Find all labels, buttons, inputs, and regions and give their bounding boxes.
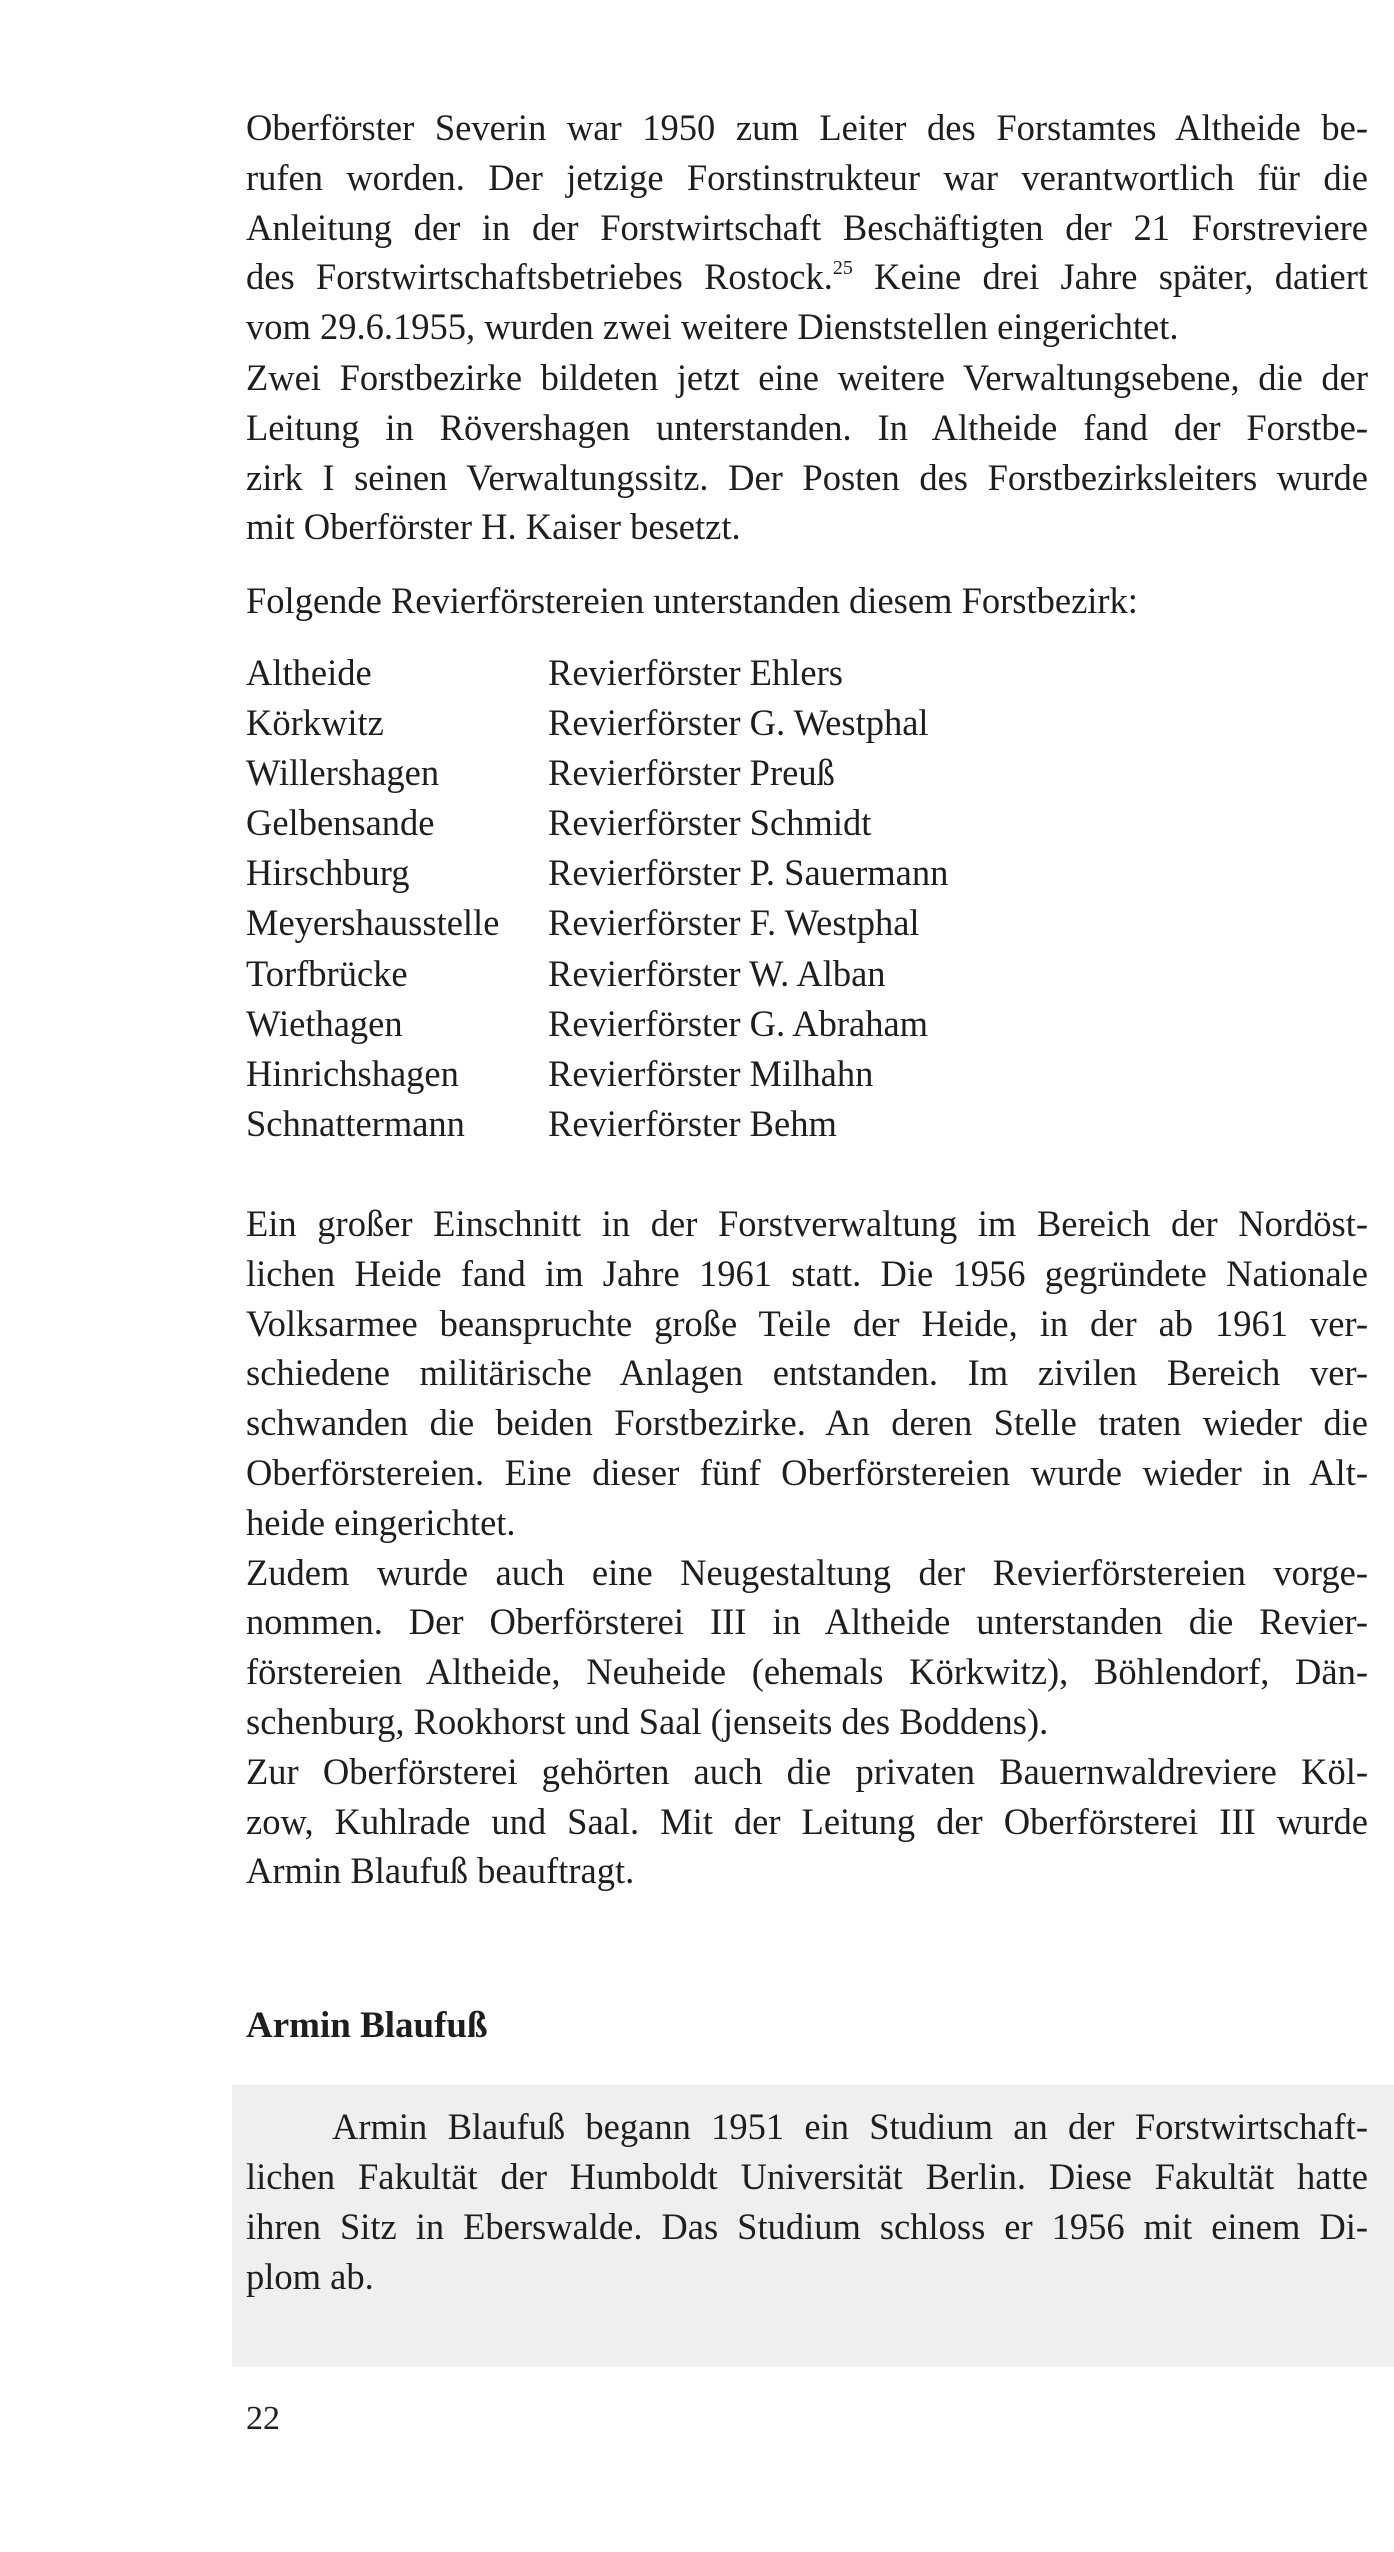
table-row xyxy=(246,648,948,698)
text-line: Anleitung der in der Forstwirtschaft Beschäftigten der 21 Forstreviere xyxy=(246,206,1368,248)
district-place: Torfbrücke xyxy=(246,952,408,994)
district-place: Schnattermann xyxy=(246,1102,465,1144)
text-line: Ein großer Einschnitt in der Forstverwaltung im Bereich der Nordöst- xyxy=(246,1203,1368,1244)
text-line: mit Oberförster H. Kaiser besetzt. xyxy=(246,506,741,548)
paragraph-forstamt-altheide xyxy=(246,103,1368,352)
district-forester: Revierförster Behm xyxy=(548,1102,837,1144)
text-line: förstereien Altheide, Neuheide (ehemals Körkwitz), Böhlendorf, Dän- xyxy=(246,1651,1368,1693)
table-row xyxy=(246,698,948,748)
page-number: 22 xyxy=(246,2400,280,2437)
district-place: Körkwitz xyxy=(246,702,384,744)
district-forester: Revierförster Preuß xyxy=(548,752,835,794)
text-line: Volksarmee beanspruchte große Teile der Heide, in der ab 1961 ver- xyxy=(246,1302,1368,1344)
district-place: Willershagen xyxy=(246,752,440,794)
text-line: ihren Sitz in Eberswalde. Das Studium schloss er 1956 mit einem Di- xyxy=(246,2206,1368,2247)
text-line: schenburg, Rookhorst und Saal (jenseits des Boddens). xyxy=(246,1700,1049,1742)
table-row xyxy=(246,848,948,898)
paragraph-forstbezirke xyxy=(246,353,1368,552)
district-forester: Revierförster Milhahn xyxy=(548,1052,874,1094)
text-line: schwanden die beiden Forstbezirke. An deren Stelle traten wieder die xyxy=(246,1402,1368,1444)
text-line: Oberförster Severin war 1950 zum Leiter des Forstamtes Altheide be- xyxy=(246,107,1368,148)
text-line: plom ab. xyxy=(246,2256,374,2297)
text-line: Oberförstereien. Eine dieser fünf Oberförstereien wurde wieder in Alt- xyxy=(246,1451,1368,1493)
district-forester: Revierförster Schmidt xyxy=(548,802,872,844)
table-row xyxy=(246,898,948,948)
district-forester: Revierförster W. Alban xyxy=(548,952,886,994)
district-forester: Revierförster F. Westphal xyxy=(548,902,920,944)
text-line: nommen. Der Oberförsterei III in Altheide unterstanden die Revier- xyxy=(246,1601,1368,1643)
table-row xyxy=(246,748,948,798)
text-line: zirk I seinen Verwaltungssitz. Der Posten des Forstbezirksleiters wurde xyxy=(246,456,1368,498)
section-heading: Armin Blaufuß xyxy=(246,2005,488,2046)
text-segment: Keine drei Jahre später, datiert xyxy=(852,256,1368,298)
district-forester: Revierförster G. Westphal xyxy=(548,702,929,744)
text-line: Armin Blaufuß beauftragt. xyxy=(246,1850,635,1892)
district-place: Altheide xyxy=(246,652,372,693)
district-place: Gelbensande xyxy=(246,802,435,844)
text-line: Folgende Revierförstereien unterstanden diesem Forstbezirk: xyxy=(246,580,1138,621)
district-place: Meyershausstelle xyxy=(246,902,500,944)
text-line: Zwei Forstbezirke bildeten jetzt eine weitere Verwaltungsebene, die der xyxy=(246,357,1368,398)
paragraph-revierfoerstereien-intro xyxy=(246,576,1368,626)
text-line: Armin Blaufuß begann 1951 ein Studium an der Forstwirtschaft- xyxy=(332,2106,1368,2147)
district-forester: Revierförster G. Abraham xyxy=(548,1002,929,1044)
table-row xyxy=(246,999,948,1049)
text-line: Zur Oberförsterei gehörten auch die privaten Bauernwaldreviere Köl- xyxy=(246,1750,1368,1792)
district-place: Hirschburg xyxy=(246,852,410,894)
text-line: Leitung in Rövershagen unterstanden. In Altheide fand der Forstbe- xyxy=(246,406,1368,448)
table-row xyxy=(246,1049,948,1099)
biography-text xyxy=(246,2102,1368,2302)
paragraph-einschnitt-1961 xyxy=(246,1199,1368,1896)
footnote-reference: 25 xyxy=(832,257,853,280)
table-row xyxy=(246,1099,948,1149)
text-line: rufen worden. Der jetzige Forstinstrukteur war verantwortlich für die xyxy=(246,156,1368,198)
text-line: Zudem wurde auch eine Neugestaltung der Revierförstereien vorge- xyxy=(246,1551,1368,1593)
table-row xyxy=(246,949,948,999)
text-segment: des Forstwirtschaftsbetriebes Rostock. xyxy=(246,256,833,298)
district-forester: Revierförster P. Sauermann xyxy=(548,852,949,894)
district-place: Hinrichshagen xyxy=(246,1052,459,1094)
text-line: vom 29.6.1955, wurden zwei weitere Dienststellen eingerichtet. xyxy=(246,306,1179,348)
district-forester: Revierförster Ehlers xyxy=(548,652,843,693)
text-line: lichen Heide fand im Jahre 1961 statt. Die 1956 gegründete Nationale xyxy=(246,1252,1368,1294)
text-line: lichen Fakultät der Humboldt Universität Berlin. Diese Fakultät hatte xyxy=(246,2156,1368,2197)
text-line: schiedene militärische Anlagen entstanden. Im zivilen Bereich ver- xyxy=(246,1352,1368,1394)
text-line xyxy=(246,252,1368,302)
district-place: Wiethagen xyxy=(246,1002,403,1044)
district-table xyxy=(246,648,948,1149)
table-row xyxy=(246,798,948,848)
text-line: zow, Kuhlrade und Saal. Mit der Leitung der Oberförsterei III wurde xyxy=(246,1800,1368,1842)
text-line: heide eingerichtet. xyxy=(246,1501,516,1543)
